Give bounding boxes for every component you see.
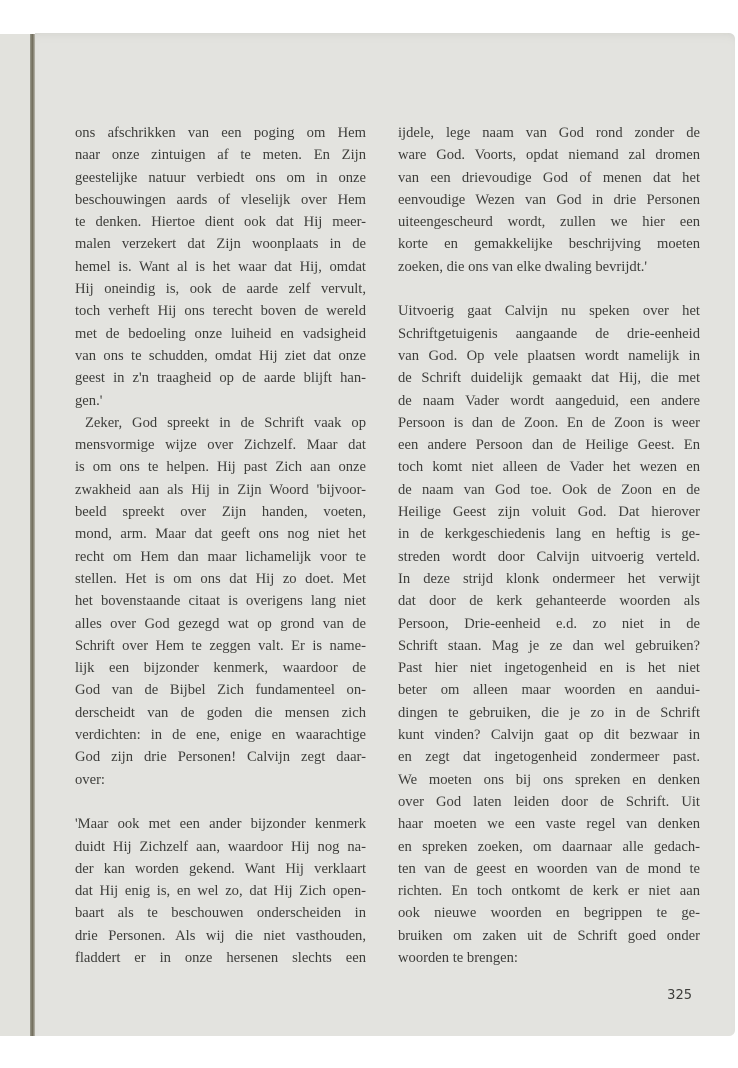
text-line: de naam Vader wordt aangeduid, een andere bbox=[398, 392, 700, 409]
paragraph bbox=[398, 300, 700, 969]
text-line: is om ons te helpen. Hij past Zich aan onze bbox=[75, 459, 366, 476]
text-line: God van de Bijbel Zich fundamenteel on- bbox=[75, 682, 366, 699]
text-line: korte en gemakkelijke beschrijving moeten bbox=[398, 236, 700, 253]
text-line: Hij oneindig is, ook de aarde zelf vervult, bbox=[75, 281, 366, 298]
page-number: 325 bbox=[667, 988, 692, 1003]
text-line: duidt Hij Zichzelf aan, waardoor Hij nog na- bbox=[75, 838, 366, 855]
text-line: het bovenstaande citaat is overigens lang niet bbox=[75, 593, 366, 610]
text-line: dat Hij enig is, en wel zo, dat Hij Zich open- bbox=[75, 883, 366, 900]
text-line: Past hier niet ingetogenheid en is het niet bbox=[398, 660, 700, 677]
text-line: Persoon, Drie-eenheid e.d. zo niet in de bbox=[398, 615, 700, 632]
text-line: derscheidt van de goden die mensen zich bbox=[75, 704, 366, 721]
text-line: over: bbox=[75, 771, 105, 788]
text-line: eenvoudige Wezen van God in drie Personen bbox=[398, 191, 700, 208]
text-line: richten. En toch ontkomt de kerk er niet aan bbox=[398, 883, 700, 900]
paragraph bbox=[75, 813, 366, 969]
text-line: en spreken zoeken, om daarnaar alle gedach- bbox=[398, 838, 700, 855]
text-line: geest in z'n traagheid op de aarde blijft han- bbox=[75, 370, 366, 387]
text-line: God zijn drie Personen! Calvijn zegt daar- bbox=[75, 749, 366, 766]
text-line: stellen. Het is om ons dat Hij zo doet. Met bbox=[75, 570, 366, 587]
text-line: baart als te beschouwen onderscheiden in bbox=[75, 905, 366, 922]
text-line: toch komt niet alleen de Vader het wezen en bbox=[398, 459, 700, 476]
text-line: ijdele, lege naam van God rond zonder de bbox=[398, 125, 700, 141]
text-line: Heilige Geest zijn voluit God. Dat hierover bbox=[398, 504, 700, 521]
text-line: We moeten ons bij ons spreken en denken bbox=[398, 771, 700, 788]
text-line: zwakheid aan als Hij in Zijn Woord 'bijvoor- bbox=[75, 481, 366, 498]
text-line: Schrift over Hem te zeggen valt. Er is name- bbox=[75, 637, 366, 654]
text-line: haar moeten we een vaste regel van denken bbox=[398, 816, 700, 833]
text-line: zoeken, die ons van elke dwaling bevrijdt.' bbox=[398, 258, 648, 275]
paragraph bbox=[75, 122, 366, 412]
text-line: malen verzekert dat Zijn woonplaats in de bbox=[75, 236, 366, 253]
text-line: Zeker, God spreekt in de Schrift vaak op bbox=[85, 414, 366, 431]
text-line: hemel is. Want al is het waar dat Hij, omdat bbox=[75, 258, 366, 275]
text-line: in de kerkgeschiedenis lang en heftig is ge- bbox=[398, 526, 700, 543]
text-line: te denken. Hiertoe dient ook dat Hij meer- bbox=[75, 214, 366, 231]
text-line: de Schrift duidelijk gemaakt dat Hij, die met bbox=[398, 370, 700, 387]
text-line: van een drievoudige God of menen dat het bbox=[398, 169, 700, 186]
text-line: gen.' bbox=[75, 392, 103, 409]
text-line: recht om Hem dan maar lichamelijk voor te bbox=[75, 548, 366, 565]
right-column bbox=[398, 122, 700, 969]
text-line: een andere Persoon dan de Heilige Geest. En bbox=[398, 437, 700, 454]
text-line: naar onze zintuigen af te meten. En Zijn bbox=[75, 147, 366, 164]
text-line: beter om alleen maar woorden en aandui- bbox=[398, 682, 700, 699]
text-line: toch verheft Hij ons terecht boven de wereld bbox=[75, 303, 366, 320]
text-line: over God laten leiden door de Schrift. Uit bbox=[398, 793, 700, 810]
text-line: van God. Op vele plaatsen wordt namelijk in bbox=[398, 347, 700, 364]
paragraph-gap bbox=[398, 278, 700, 300]
text-line: van ons te schudden, omdat Hij ziet dat onze bbox=[75, 347, 366, 364]
text-line: beschouwingen aards of vleselijk over Hem bbox=[75, 191, 366, 208]
text-line: en zegt dat ingetogenheid zondermeer past. bbox=[398, 749, 700, 766]
text-line: ons afschrikken van een poging om Hem bbox=[75, 125, 366, 141]
text-line: lijk een bijzonder kenmerk, waardoor de bbox=[75, 660, 366, 677]
paragraph bbox=[398, 122, 700, 278]
text-line: bruiken om zaken uit de Schrift goed onder bbox=[398, 927, 700, 944]
text-line: de naam van God toe. Ook de Zoon en de bbox=[398, 481, 700, 498]
text-line: uiteengescheurd wordt, zullen we hier een bbox=[398, 214, 700, 231]
text-line: Uitvoerig gaat Calvijn nu speken over het bbox=[398, 303, 700, 320]
text-line: mensvormige wijze over Zichzelf. Maar dat bbox=[75, 437, 366, 454]
text-line: alles over God gezegd wat op grond van de bbox=[75, 615, 366, 632]
text-line: ook nieuwe woorden en begrippen te ge- bbox=[398, 905, 700, 922]
text-line: Persoon is dan de Zoon. En de Zoon is weer bbox=[398, 414, 700, 431]
text-line: geestelijke natuur verbiedt ons om in onze bbox=[75, 169, 366, 186]
previous-page-edge bbox=[0, 34, 32, 1036]
text-line: dingen te gebruiken, die je zo in de Schrift bbox=[398, 704, 700, 721]
text-line: ten van de geest en woorden van de mond te bbox=[398, 860, 700, 877]
text-line: streden wordt door Calvijn uitvoerig verteld. bbox=[398, 548, 700, 565]
text-line: kunt vinden? Calvijn gaat op dit bezwaar in bbox=[398, 727, 700, 744]
paragraph-gap bbox=[75, 791, 366, 813]
text-line: 'Maar ook met een ander bijzonder kenmerk bbox=[75, 816, 366, 833]
text-line: Schrift staan. Mag je ze dan wel gebruiken? bbox=[398, 637, 700, 654]
text-line: met de bedoeling onze luiheid en vadsigheid bbox=[75, 325, 366, 342]
text-line: drie Personen. Als wij die niet vasthouden, bbox=[75, 927, 366, 944]
left-column bbox=[75, 122, 366, 969]
text-line: dat door de kerk gehanteerde woorden als bbox=[398, 593, 700, 610]
text-line: beeld spreekt over Zijn handen, voeten, bbox=[75, 504, 366, 521]
text-line: fladdert er in onze hersenen slechts een bbox=[75, 949, 366, 966]
text-line: verdichten: in de ene, enige en waarachtige bbox=[75, 727, 366, 744]
paragraph bbox=[75, 412, 366, 791]
text-line: der kan worden gekend. Want Hij verklaart bbox=[75, 860, 366, 877]
text-line: woorden te brengen: bbox=[398, 949, 518, 966]
text-line: mond, arm. Maar dat geeft ons nog niet het bbox=[75, 526, 366, 543]
text-line: In deze strijd klonk ondermeer het verwijt bbox=[398, 570, 700, 587]
text-line: ware God. Voorts, opdat niemand zal dromen bbox=[398, 147, 700, 164]
book-page bbox=[35, 33, 735, 1036]
text-line: Schriftgetuigenis aangaande de drie-eenheid bbox=[398, 325, 700, 342]
